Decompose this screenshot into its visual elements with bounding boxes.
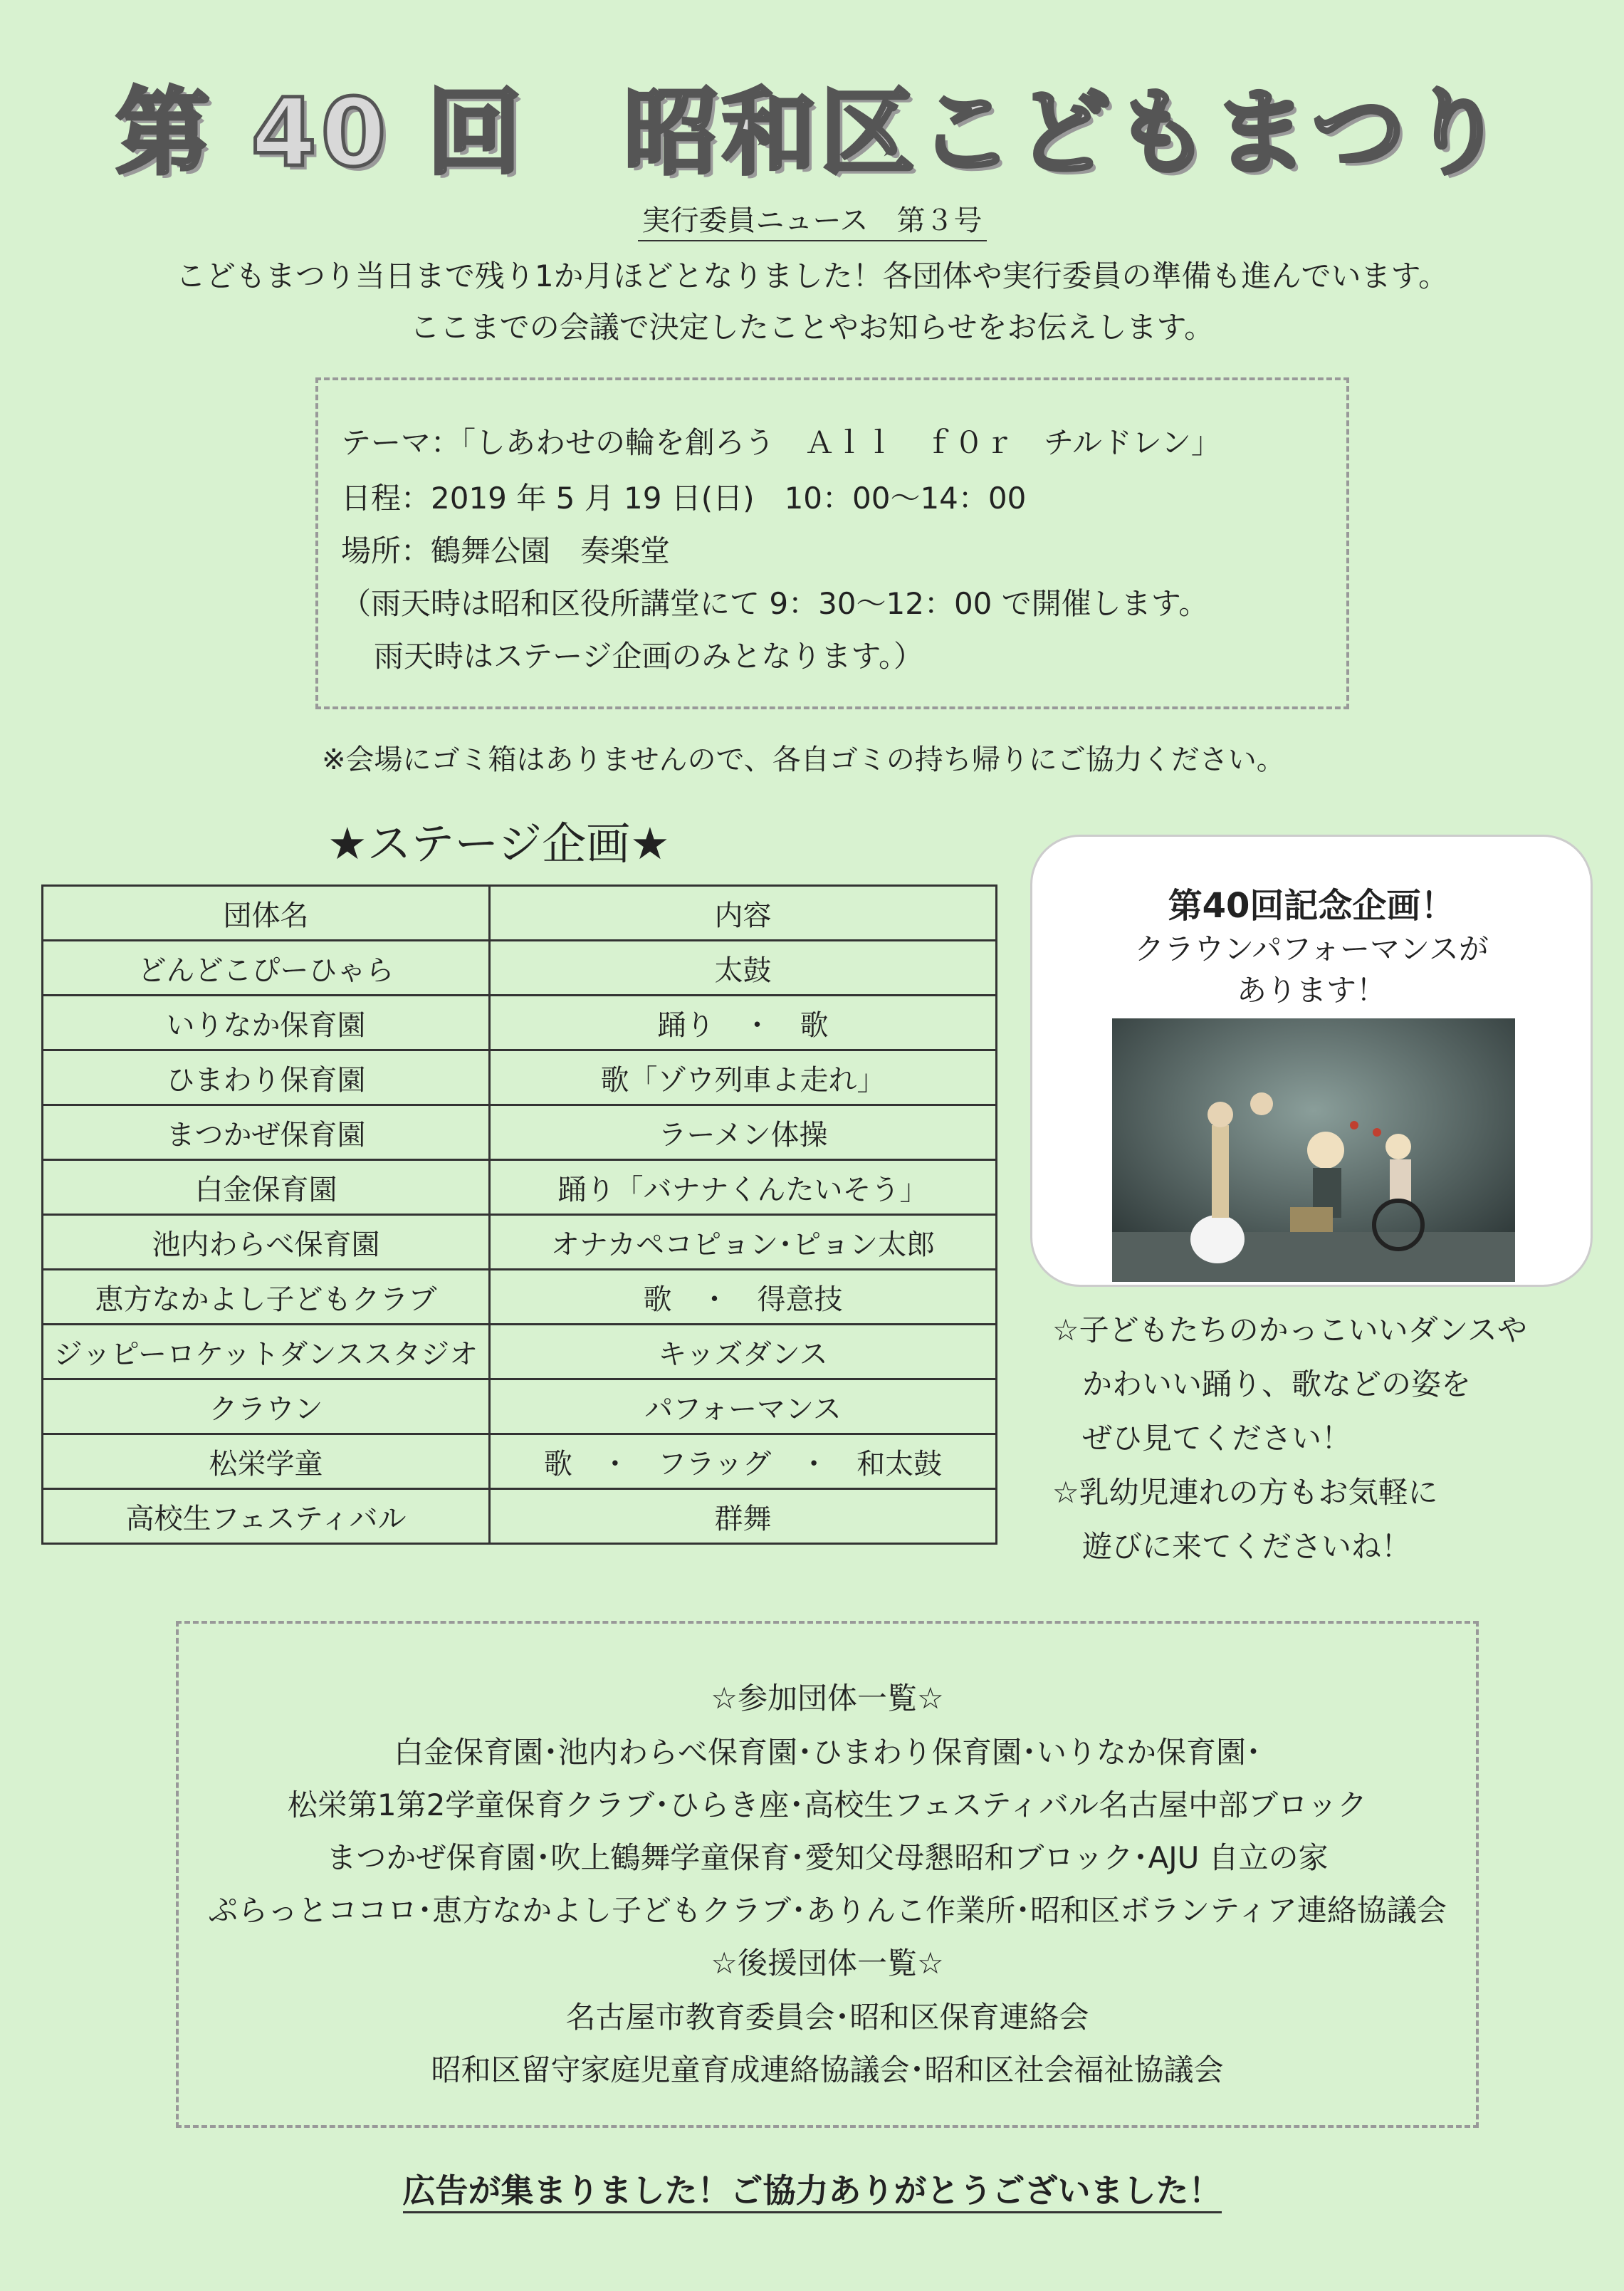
- content-cell: 踊り「バナナくんたいそう」: [490, 1160, 997, 1215]
- group-cell: まつかぜ保育園: [43, 1105, 490, 1160]
- participant-line: 白金保育園･池内わらべ保育園･ひまわり保育園･いりなか保育園･: [393, 1735, 1261, 1770]
- special-project-box: [1030, 835, 1593, 1287]
- special-line-1: クラウンパフォーマンスが: [1134, 931, 1489, 966]
- stage-heading: ★ステージ企画★: [328, 818, 670, 870]
- content-cell: ラーメン体操: [490, 1105, 997, 1160]
- footer-text: 広告が集まりました！ご協力ありがとうございました！: [403, 2171, 1222, 2213]
- supporters-heading: ☆後援団体一覧☆: [711, 1946, 944, 1981]
- special-title: 第40回記念企画！: [1168, 886, 1455, 926]
- col-header-group: 団体名: [43, 886, 490, 941]
- event-place: 場所：鶴舞公園 奏楽堂: [341, 533, 671, 568]
- content-cell: 歌 ・ フラッグ ・ 和太鼓: [490, 1434, 997, 1489]
- table-row: [43, 1434, 997, 1489]
- clown-photo-illustration: [1112, 1018, 1515, 1282]
- invitation-notes: [1052, 1303, 1527, 1574]
- group-cell: 池内わらべ保育園: [43, 1215, 490, 1270]
- trash-note: ※会場にゴミ箱はありませんので、各自ゴミの持ち帰りにご協力ください。: [322, 743, 1285, 776]
- group-cell: クラウン: [43, 1379, 490, 1434]
- table-row: [43, 1379, 997, 1434]
- bullet-line: かわいい踊り、歌などの姿を: [1052, 1367, 1472, 1402]
- group-cell: 白金保育園: [43, 1160, 490, 1215]
- group-cell: どんどこぴーひゃら: [43, 941, 490, 996]
- col-header-content: 内容: [490, 886, 997, 941]
- supporter-line: 昭和区留守家庭児童育成連絡協議会･昭和区社会福祉協議会: [431, 2052, 1224, 2087]
- newsletter-subtitle: [0, 198, 1624, 239]
- table-row: [43, 1160, 997, 1215]
- group-cell: 高校生フェスティバル: [43, 1489, 490, 1544]
- group-cell: 松栄学童: [43, 1434, 490, 1489]
- table-row: [43, 1105, 997, 1160]
- content-cell: 太鼓: [490, 941, 997, 996]
- footer-thanks: [0, 2165, 1624, 2212]
- event-theme: テーマ：「しあわせの輪を創ろう Ａｌｌ ｆ０ｒ チルドレン」: [341, 425, 1221, 460]
- bullet-line: ☆乳幼児連れの方もお気軽に: [1052, 1475, 1438, 1510]
- group-cell: 恵方なかよし子どもクラブ: [43, 1270, 490, 1325]
- table-row: [43, 1489, 997, 1544]
- rain-note-2: 雨天時はステージ企画のみとなります。）: [374, 639, 923, 674]
- subtitle-text: 実行委員ニュース 第３号: [638, 204, 987, 241]
- table-row: [43, 1270, 997, 1325]
- content-cell: 歌「ゾウ列車よ走れ」: [490, 1050, 997, 1105]
- group-cell: ジッピーロケットダンススタジオ: [43, 1325, 490, 1379]
- bullet-line: ぜひ見てください！: [1052, 1421, 1352, 1456]
- content-cell: 歌 ・ 得意技: [490, 1270, 997, 1325]
- event-info-box: [315, 377, 1349, 709]
- participants-heading: ☆参加団体一覧☆: [711, 1681, 944, 1716]
- intro-line-1: こどもまつり当日まで残り1か月ほどとなりました！各団体や実行委員の準備も進んでいます。: [175, 259, 1449, 293]
- clown-performance-photo: [1112, 1018, 1515, 1282]
- table-row: [43, 996, 997, 1050]
- page-title: 第 40 回 昭和区こどもまつり: [115, 78, 1509, 188]
- event-date: 日程：2019 年 5 月 19 日(日) 10：00～14：00: [341, 481, 1027, 516]
- table-row: [43, 1215, 997, 1270]
- content-cell: オナカペコピョン･ピョン太郎: [490, 1215, 997, 1270]
- content-cell: キッズダンス: [490, 1325, 997, 1379]
- content-cell: 踊り ・ 歌: [490, 996, 997, 1050]
- content-cell: パフォーマンス: [490, 1379, 997, 1434]
- special-line-2: あります！: [1236, 973, 1386, 1008]
- rain-note-1: （雨天時は昭和区役所講堂にて 9：30～12：00 で開催します。: [341, 586, 1209, 621]
- group-cell: ひまわり保育園: [43, 1050, 490, 1105]
- table-row: [43, 941, 997, 996]
- intro-line-2: ここまでの会議で決定したことやお知らせをお伝えします。: [409, 310, 1215, 345]
- participant-line: 松栄第1第2学童保育クラブ･ひらき座･高校生フェスティバル名古屋中部ブロック: [287, 1788, 1368, 1822]
- table-header-row: [43, 886, 997, 941]
- table-row: [43, 1325, 997, 1379]
- participant-line: まつかぜ保育園･吹上鶴舞学童保育･愛知父母懇昭和ブロック･AJU 自立の家: [326, 1840, 1329, 1875]
- table-row: [43, 1050, 997, 1105]
- bullet-line: 遊びに来てくださいね！: [1052, 1529, 1412, 1564]
- participants-box: [176, 1621, 1479, 2128]
- participant-line: ぷらっとココロ･恵方なかよし子どもクラブ･ありんこ作業所･昭和区ボランティア連絡協議会: [208, 1893, 1447, 1928]
- stage-table: [41, 884, 997, 1545]
- supporter-line: 名古屋市教育委員会･昭和区保育連絡会: [565, 2000, 1089, 2035]
- group-cell: いりなか保育園: [43, 996, 490, 1050]
- content-cell: 群舞: [490, 1489, 997, 1544]
- bullet-line: ☆子どもたちのかっこいいダンスや: [1052, 1313, 1527, 1347]
